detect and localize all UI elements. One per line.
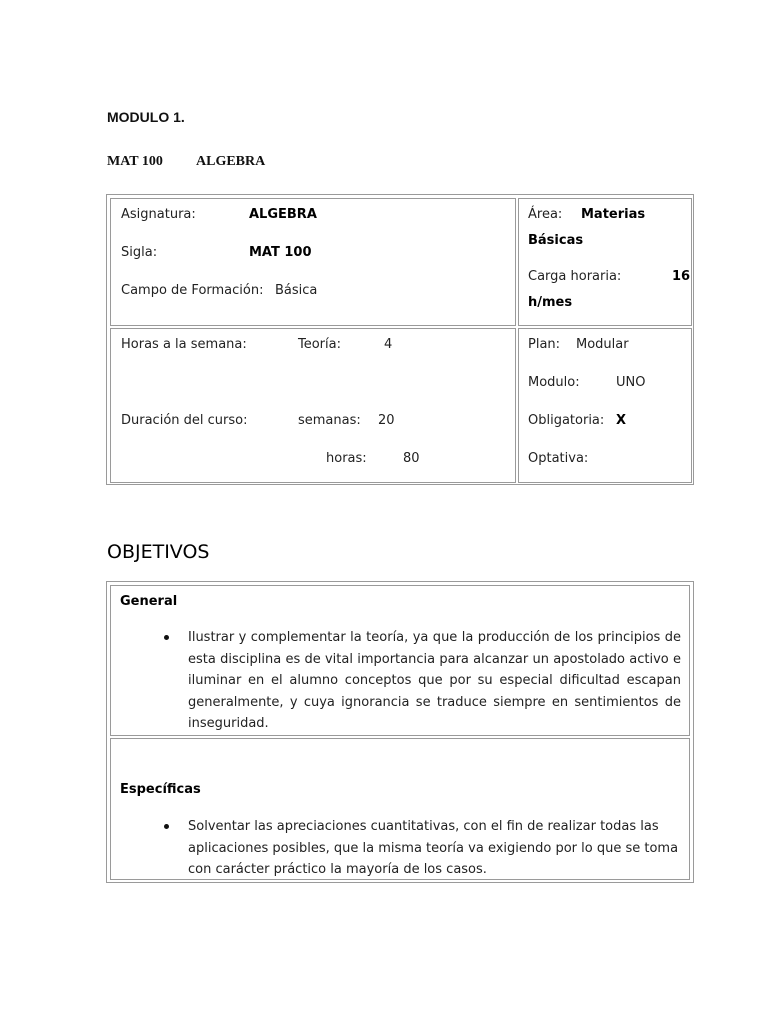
objetivos-heading: OBJETIVOS (107, 541, 210, 563)
semanas-value: 20 (378, 413, 395, 428)
course-name: ALGEBRA (196, 154, 266, 169)
course-heading (107, 154, 265, 170)
plan-label: Plan: (528, 337, 561, 352)
area-value-line1: Materias (581, 207, 646, 222)
duracion-label: Duración del curso: (121, 413, 248, 428)
plan-cell (518, 328, 692, 483)
general-list (111, 627, 689, 735)
especificas-list (111, 816, 689, 881)
especificas-cell (110, 738, 690, 880)
carga-value: 16 (672, 269, 691, 284)
teoria-label: Teoría: (298, 337, 341, 352)
carga-label: Carga horaria: (528, 269, 622, 284)
horas-total-value: 80 (403, 451, 420, 466)
especificas-subheading: Específicas (120, 782, 201, 797)
subject-cell (110, 198, 516, 326)
obligatoria-label: Obligatoria: (528, 413, 605, 428)
asignatura-value: ALGEBRA (249, 207, 317, 222)
sigla-label: Sigla: (121, 245, 158, 260)
horas-total-label: horas: (326, 451, 367, 466)
course-code: MAT 100 (107, 154, 163, 169)
general-subheading: General (120, 594, 178, 609)
campo-value: Básica (275, 283, 318, 298)
course-info-table (106, 194, 694, 485)
area-value-line2: Básicas (528, 233, 584, 248)
area-cell (518, 198, 692, 326)
obligatoria-mark: X (616, 413, 627, 428)
general-cell (110, 585, 690, 736)
optativa-label: Optativa: (528, 451, 589, 466)
general-list-item: Ilustrar y complementar la teoría, ya que la producción de los principios de esta disciplina es de vital importancia para alcanzar un apostolado activo e iluminar en el alumno conceptos que por su especial dificultad escapan generalmente, y cuya ignorancia se traduce siempre en sentimientos de inseguridad. (111, 627, 689, 735)
carga-unit: h/mes (528, 295, 573, 310)
plan-value: Modular (576, 337, 629, 352)
teoria-value: 4 (384, 337, 393, 352)
campo-label: Campo de Formación: (121, 283, 264, 298)
objectives-table (106, 581, 694, 883)
semanas-label: semanas: (298, 413, 361, 428)
area-label: Área: (528, 207, 563, 222)
modulo-value: UNO (616, 375, 646, 390)
asignatura-label: Asignatura: (121, 207, 196, 222)
modulo-label: Modulo: (528, 375, 580, 390)
sigla-value: MAT 100 (249, 245, 312, 260)
module-title: MODULO 1. (107, 109, 185, 125)
schedule-cell (110, 328, 516, 483)
especificas-list-item: Solventar las apreciaciones cuantitativas, con el fin de realizar todas las aplicaciones posibles, que la misma teoría va exigiendo por lo que se toma con carácter práctico la mayoría de los casos. (111, 816, 689, 881)
horas-semana-label: Horas a la semana: (121, 337, 247, 352)
